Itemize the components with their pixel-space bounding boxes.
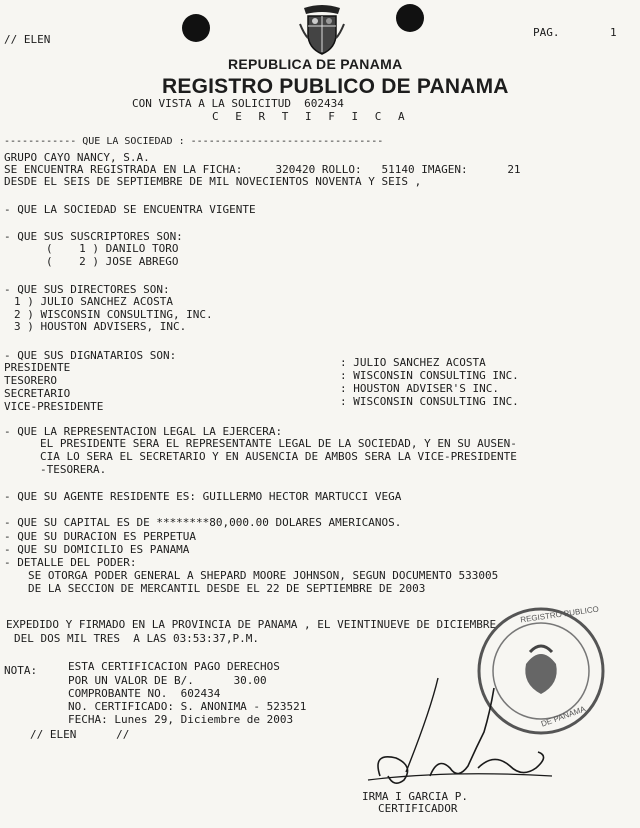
subscribers-heading: - QUE SUS SUSCRIPTORES SON: (4, 230, 183, 243)
legal-rep-line: EL PRESIDENTE SERA EL REPRESENTANTE LEGAL DE LA SOCIEDAD, Y EN SU AUSEN- (40, 437, 517, 450)
society-rule: ------------ QUE LA SOCIEDAD : -------------------------------- (4, 136, 384, 147)
note-line: ESTA CERTIFICACION PAGO DERECHOS (68, 660, 280, 673)
issued-line: EXPEDIDO Y FIRMADO EN LA PROVINCIA DE PANAMA , EL VEINTINUEVE DE DICIEMBRE (6, 618, 497, 631)
dignitary-role: VICE-PRESIDENTE (4, 400, 104, 413)
stamp-top-text: REGISTRO PUBLICO (519, 604, 600, 625)
registration-date: DESDE EL SEIS DE SEPTIEMBRE DE MIL NOVECIENTOS NOVENTA Y SEIS , (4, 175, 422, 188)
capital-line: - QUE SU CAPITAL ES DE ********80,000.00 DOLARES AMERICANOS. (4, 516, 402, 529)
note-line: FECHA: Lunes 29, Diciembre de 2003 (68, 713, 294, 726)
power-line: DE LA SECCION DE MERCANTIL DESDE EL 22 DE SEPTIEMBRE DE 2003 (28, 582, 426, 595)
director-item: 2 ) WISCONSIN CONSULTING, INC. (14, 308, 213, 321)
legal-rep-line: CIA LO SERA EL SECRETARIO Y EN AUSENCIA DE AMBOS SERA LA VICE-PRESIDENTE (40, 450, 517, 463)
note-line: POR UN VALOR DE B/. 30.00 (68, 674, 267, 687)
status-line: - QUE LA SOCIEDAD SE ENCUENTRA VIGENTE (4, 203, 256, 216)
note-footer: // ELEN // (30, 728, 130, 741)
subscriber-item: ( 1 ) DANILO TORO (46, 242, 179, 255)
punch-hole-right (396, 4, 424, 32)
registration-line: SE ENCUENTRA REGISTRADA EN LA FICHA: 320420 ROLLO: 51140 IMAGEN: 21 (4, 163, 521, 176)
top-left-initials: // ELEN (4, 33, 51, 46)
punch-hole-left (182, 14, 210, 42)
page-label: PAG. (533, 26, 560, 39)
directors-heading: - QUE SUS DIRECTORES SON: (4, 283, 170, 296)
director-item: 1 ) JULIO SANCHEZ ACOSTA (14, 295, 173, 308)
signatory-name: IRMA I GARCIA P. (362, 790, 468, 803)
dignitary-role: SECRETARIO (4, 387, 71, 400)
registry-heading: REGISTRO PUBLICO DE PANAMA (162, 75, 509, 98)
note-label: NOTA: (4, 664, 38, 677)
request-line: CON VISTA A LA SOLICITUD 602434 (132, 97, 344, 110)
signature-icon (360, 672, 560, 792)
power-line: SE OTORGA PODER GENERAL A SHEPARD MOORE JOHNSON, SEGUN DOCUMENTO 533005 (28, 569, 499, 582)
page-number: 1 (610, 26, 617, 39)
stamp-side-text: DE PANAMA (539, 704, 587, 729)
dignitary-name: : JULIO SANCHEZ ACOSTA (340, 356, 486, 369)
company-name: GRUPO CAYO NANCY, S.A. (4, 151, 150, 164)
note-line: NO. CERTIFICADO: S. ANONIMA - 523521 (68, 700, 307, 713)
signatory-title: CERTIFICADOR (378, 802, 458, 815)
dignitaries-heading: - QUE SUS DIGNATARIOS SON: (4, 349, 177, 362)
legal-rep-line: -TESORERA. (40, 463, 107, 476)
coat-of-arms-icon (298, 4, 346, 56)
director-item: 3 ) HOUSTON ADVISERS, INC. (14, 320, 187, 333)
dignitary-role: PRESIDENTE (4, 361, 71, 374)
subscriber-item: ( 2 ) JOSE ABREGO (46, 255, 179, 268)
duration-line: - QUE SU DURACION ES PERPETUA (4, 530, 197, 543)
republic-heading: REPUBLICA DE PANAMA (228, 56, 403, 72)
dignitary-name: : HOUSTON ADVISER'S INC. (340, 382, 499, 395)
note-line: COMPROBANTE NO. 602434 (68, 687, 221, 700)
certifica-heading: C E R T I F I C A (212, 110, 410, 123)
agent-line: - QUE SU AGENTE RESIDENTE ES: GUILLERMO HECTOR MARTUCCI VEGA (4, 490, 402, 503)
dignitary-name: : WISCONSIN CONSULTING INC. (340, 369, 519, 382)
issued-line: DEL DOS MIL TRES A LAS 03:53:37,P.M. (14, 632, 260, 645)
domicile-line: - QUE SU DOMICILIO ES PANAMA (4, 543, 190, 556)
power-heading: - DETALLE DEL PODER: (4, 556, 137, 569)
dignitary-name: : WISCONSIN CONSULTING INC. (340, 395, 519, 408)
legal-rep-heading: - QUE LA REPRESENTACION LEGAL LA EJERCERA: (4, 425, 283, 438)
dignitary-role: TESORERO (4, 374, 57, 387)
